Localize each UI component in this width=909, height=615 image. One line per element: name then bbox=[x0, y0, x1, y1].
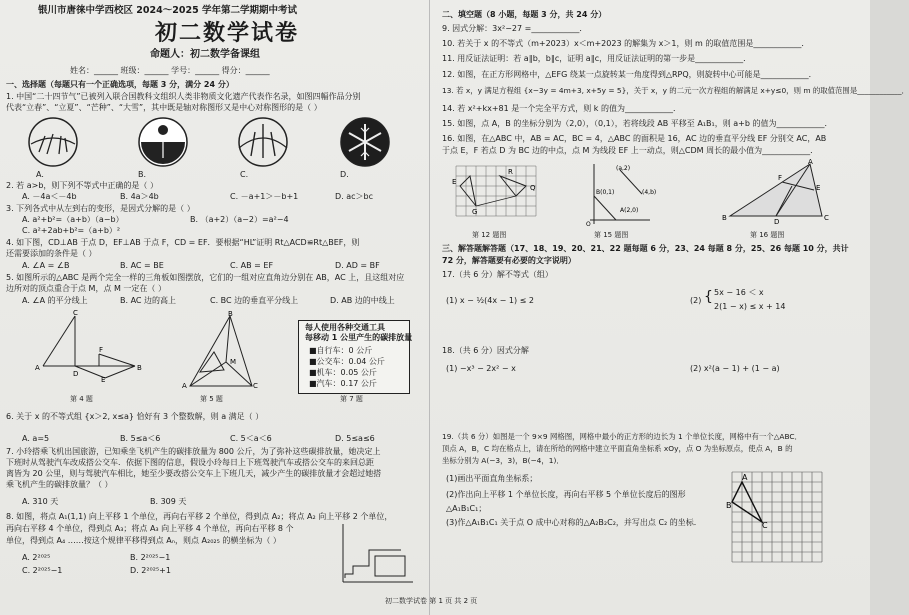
q7-line4: 乘飞机产生的碳排放量？（ ） bbox=[6, 480, 113, 489]
q3-option-b: B. （a+2）（a−2）=a²−4 bbox=[190, 215, 289, 224]
q6-option-d: D. 5≤a≤6 bbox=[335, 434, 375, 443]
q12-figure-label: 第 12 题图 bbox=[472, 231, 507, 239]
svg-text:A: A bbox=[182, 382, 187, 390]
q8-option-a: A. 2²⁰²⁵ bbox=[22, 553, 51, 562]
q5-option-a: A. ∠A 的平分线上 bbox=[22, 296, 88, 305]
q10-text: 10. 若关于 x 的不等式（m+2023）x＜m+2023 的解集为 x＞1，则 m 的取值范围是____________． bbox=[442, 39, 810, 48]
q4-line2: 还需要添加的条件是（ ） bbox=[6, 249, 97, 258]
q5-line2: 边所对的顶点重合于点 M，点 M 一定在（ ） bbox=[6, 284, 166, 293]
q2-option-b: B. 4a＞4b bbox=[120, 192, 159, 201]
q18-part2: (2) x²(a − 1) + (1 − a) bbox=[690, 364, 780, 373]
q6-stem: 6. 关于 x 的不等式组 {x＞2, x≤a} 恰好有 3 个整数解，则 a 满足（ ） bbox=[6, 412, 264, 421]
q4-option-a: A. ∠A = ∠B bbox=[22, 261, 70, 270]
lichun-seal bbox=[29, 118, 77, 166]
q2-option-c: C. －a+1＞－b+1 bbox=[230, 192, 299, 201]
svg-text:G: G bbox=[472, 208, 478, 216]
svg-text:A: A bbox=[742, 473, 748, 482]
q11-text: 11. 用反证法证明：若 a∥b，b∥c，证明 a∥c，用反证法证明的第一步是____________． bbox=[442, 54, 752, 63]
q7-row-car: ■汽车：0.17 公斤 bbox=[309, 379, 377, 388]
q19-part1: (1)画出平面直角坐标系； bbox=[446, 474, 538, 483]
svg-text:D: D bbox=[774, 218, 780, 226]
svg-text:B: B bbox=[137, 364, 142, 372]
q17-brace-icon: { bbox=[704, 289, 713, 305]
q5-option-c: C. BC 边的垂直平分线上 bbox=[210, 296, 299, 305]
svg-text:C: C bbox=[762, 521, 768, 530]
q4-figure bbox=[35, 310, 145, 382]
svg-text:F: F bbox=[99, 346, 104, 354]
q17-part2-ineq1: 5x − 16 ＜ x bbox=[714, 288, 764, 297]
q7-line1: 7. 小玲搭乘飞机出国旅游，已知乘坐飞机产生的碳排放量为 800 公斤，为了弥补这些碳排放量，她决定上 bbox=[6, 447, 381, 456]
q15-figure-label: 第 15 题图 bbox=[594, 231, 629, 239]
svg-text:A: A bbox=[808, 158, 813, 166]
svg-text:C: C bbox=[73, 309, 78, 317]
q5-option-d: D. AB 边的中线上 bbox=[330, 296, 395, 305]
page-left-column bbox=[0, 0, 428, 615]
q3-stem: 3. 下列各式中从左到右的变形，是因式分解的是（ ） bbox=[6, 204, 195, 213]
q8-line3: 单位，得到点 A₄ ……按这个规律平移得到点 Aₙ，则点 A₂₀₂₅ 的横坐标为（ ） bbox=[6, 536, 281, 545]
q17-stem: 17.（共 6 分）解不等式（组） bbox=[442, 270, 553, 279]
q9-text: 9. 因式分解：3x²−27 =____________． bbox=[442, 24, 588, 33]
mangzhong-seal bbox=[239, 118, 287, 166]
q19-grid-figure bbox=[728, 468, 824, 578]
q5-figure-label: 第 5 题 bbox=[200, 395, 223, 403]
svg-text:A(2,0): A(2,0) bbox=[620, 207, 639, 214]
section3-heading-line1: 三、解答题解答题（17、18、19、20、21、22 题每题 6 分，23、24 每题 8 分，25、26 每题 10 分，共计 bbox=[442, 244, 849, 253]
q4-line1: 4. 如下图，CD⊥AB 于点 D，EF⊥AB 于点 F，CD = EF．要根据“HL”证明 Rt△ACD≌Rt△BEF，则 bbox=[6, 238, 360, 247]
q1-solar-term-images bbox=[25, 114, 415, 172]
author-line: 命题人：初二数学备课组 bbox=[150, 49, 260, 60]
school-header: 银川市唐徕中学西校区 2024～2025 学年第二学期期中考试 bbox=[38, 5, 297, 16]
q14-text: 14. 若 x²+kx+81 是一个完全平方式，则 k 的值为____________． bbox=[442, 104, 681, 113]
q12-text: 12. 如图，在正方形网格中，△EFG 绕某一点旋转某一角度得到△RPQ，则旋转中心可能是____________． bbox=[442, 70, 817, 79]
q7-table-title-1: 每人使用各种交通工具 bbox=[305, 323, 385, 332]
q8-option-c: C. 2²⁰²⁵−1 bbox=[22, 566, 63, 575]
q16-triangle-figure bbox=[722, 160, 832, 226]
q16-figure-label: 第 16 题图 bbox=[750, 231, 785, 239]
page-right-column bbox=[432, 0, 909, 615]
q1-option-a: A. bbox=[36, 170, 44, 179]
svg-text:B(0,1): B(0,1) bbox=[596, 189, 615, 196]
q7-line2: 下班时从驾驶汽车改成搭公交车．依据下图的信息，假设小玲每日上下班驾驶汽车或搭公交车的来回总距 bbox=[6, 458, 374, 467]
q15-coordinate-figure bbox=[580, 162, 657, 228]
q6-option-c: C. 5＜a＜6 bbox=[230, 434, 272, 443]
q12-grid-figure bbox=[452, 162, 542, 226]
q19-line3: 坐标分别为 A(−3，3)，B(−4，1)． bbox=[442, 456, 564, 465]
page-divider bbox=[429, 0, 430, 615]
section1-heading: 一、选择题（每题只有一个正确选项，每题 3 分，满分 24 分） bbox=[6, 80, 234, 89]
q2-option-d: D. ac＞bc bbox=[335, 192, 374, 201]
q1-option-b: B. bbox=[138, 170, 147, 179]
q4-option-b: B. AC = BE bbox=[120, 261, 164, 270]
q7-option-a: A. 310 天 bbox=[22, 497, 59, 506]
page-footer: 初二数学试卷 第 1 页 共 2 页 bbox=[385, 597, 478, 605]
q7-line3: 离皆为 20 公里，则与驾驶汽车相比，她至少要改搭公交车上下班几天，减少产生的碳排放量才会超过她搭 bbox=[6, 469, 382, 478]
svg-text:E: E bbox=[101, 376, 106, 384]
q3-option-a: A. a²+b²=（a+b）（a−b） bbox=[22, 215, 124, 224]
svg-text:A: A bbox=[35, 364, 40, 372]
q4-figure-label: 第 4 题 bbox=[70, 395, 93, 403]
svg-text:B: B bbox=[726, 501, 732, 510]
q18-part1: (1) −x³ − 2x² − x bbox=[446, 364, 516, 373]
q5-line1: 5. 如图所示的△ABC 是两个完全一样的三角板如图摆放，它们的一组对应直角边分别在 AB，AC 上，且这组对应 bbox=[6, 273, 405, 282]
q5-option-b: B. AC 边的高上 bbox=[120, 296, 177, 305]
q1-option-d: D. bbox=[340, 170, 349, 179]
svg-text:C: C bbox=[824, 214, 829, 222]
q19-part3: (3)作△A₁B₁C₁ 关于点 O 成中心对称的△A₂B₂C₂，并写出点 C₂ 的坐标． bbox=[446, 518, 702, 527]
section2-heading: 二、填空题（8 小题，每题 3 分，共 24 分） bbox=[442, 10, 607, 19]
svg-text:B: B bbox=[228, 310, 233, 318]
svg-text:(a,2): (a,2) bbox=[616, 165, 631, 172]
svg-text:E: E bbox=[452, 178, 457, 186]
q15-text: 15. 如图，点 A，B 的坐标分别为（2,0），（0,1），若将线段 AB 平移至 A₁B₁，则 a+b 的值为____________． bbox=[442, 119, 833, 128]
q18-stem: 18.（共 6 分）因式分解 bbox=[442, 346, 529, 355]
q8-line2: 再向右平移 4 个单位，得到点 A₃；将点 A₃ 向上平移 4 个单位，再向右平移 8 个 bbox=[6, 524, 294, 533]
svg-text:Q: Q bbox=[530, 184, 536, 192]
section3-heading-line2: 72 分，解答题要有必要的文字说明） bbox=[442, 256, 576, 265]
svg-text:D: D bbox=[73, 370, 79, 378]
svg-text:F: F bbox=[778, 174, 783, 182]
q8-option-d: D. 2²⁰²⁵+1 bbox=[130, 566, 171, 575]
student-info-line: 姓名：______ 班级：______ 学号：______ 得分：______ bbox=[70, 66, 270, 75]
q19-line2: 顶点 A，B，C 均在格点上，请在所给的网格中建立平面直角坐标系 xOy，点 O 为坐标原点，使点 A，B 的 bbox=[442, 444, 793, 453]
q16-line1: 16. 如图，在△ABC 中，AB = AC，BC = 4，△ABC 的面积是 16，AC 边的垂直平分线 EF 分别交 AC，AB bbox=[442, 134, 827, 143]
q7-figure-label: 第 7 题 bbox=[340, 395, 363, 403]
q8-line1: 8. 如图，将点 A₁(1,1) 向上平移 1 个单位，再向右平移 2 个单位，得到点 A₂；将点 A₂ 向上平移 2 个单位， bbox=[6, 512, 393, 521]
q7-row-motorcycle: ■机车：0.05 公斤 bbox=[309, 368, 377, 377]
daxue-seal bbox=[341, 118, 389, 166]
q6-option-b: B. 5≤a＜6 bbox=[120, 434, 161, 443]
q1-option-c: C. bbox=[240, 170, 249, 179]
q7-option-b: B. 309 天 bbox=[150, 497, 187, 506]
q8-step-figure bbox=[335, 520, 415, 586]
q17-part1: (1) x − ½(4x − 1) ≤ 2 bbox=[446, 296, 534, 305]
svg-text:(4,b): (4,b) bbox=[642, 189, 657, 196]
q2-stem: 2. 若 a>b，则下列不等式中正确的是（ ） bbox=[6, 181, 158, 190]
q2-option-a: A. －4a＜－4b bbox=[22, 192, 77, 201]
q8-option-b: B. 2²⁰²⁵−1 bbox=[130, 553, 171, 562]
q1-line2: 代表“立春”、“立夏”、“芒种”、“大雪”，其中既是轴对称图形又是中心对称图形的是（ ） bbox=[6, 103, 322, 112]
svg-text:E: E bbox=[816, 184, 821, 192]
q5-figure bbox=[180, 312, 260, 390]
q19-part2: (2)作出向上平移 1 个单位长度，再向右平移 5 个单位长度后的图形 bbox=[446, 490, 686, 499]
svg-text:C: C bbox=[253, 382, 258, 390]
q16-line2: 于点 E，F 若点 D 为 BC 边的中点，点 M 为线段 EF 上一动点，则△CDM 周长的最小值为____________． bbox=[442, 146, 819, 155]
svg-text:R: R bbox=[508, 168, 513, 176]
q19-line1: 19.（共 6 分）如图是一个 9×9 网格图，网格中最小的正方形的边长为 1 个单位长度，网格中有一个△ABC． bbox=[442, 432, 802, 441]
q7-table-title-2: 每移动 1 公里产生的碳排放量 bbox=[305, 333, 413, 342]
q17-part2-ineq2: 2(1 − x) ≤ x + 14 bbox=[714, 302, 786, 311]
q13-text: 13. 若 x，y 满足方程组 {x−3y = 4m+3, x+5y = 5}，关于 x，y 的二元一次方程组的解满足 x+y≤0，则 m 的取值范围是____________． bbox=[442, 86, 909, 95]
lixia-seal bbox=[139, 118, 187, 166]
q4-option-c: C. AB = EF bbox=[230, 261, 274, 270]
exam-title: 初二数学试卷 bbox=[155, 20, 300, 46]
q19-part2-continued: △A₁B₁C₁； bbox=[446, 504, 487, 513]
q17-part2-label: (2) bbox=[690, 296, 702, 305]
svg-text:M: M bbox=[230, 358, 237, 366]
q7-row-bicycle: ■自行车：0 公斤 bbox=[309, 346, 373, 355]
q7-row-bus: ■公交车：0.04 公斤 bbox=[309, 357, 385, 366]
svg-text:B: B bbox=[722, 214, 727, 222]
q1-line1: 1. 中国“二十四节气”已被列入联合国教科文组织人类非物质文化遗产代表作名录，如图四幅作品分别 bbox=[6, 92, 361, 101]
q7-carbon-table bbox=[298, 320, 413, 394]
q3-option-c: C. a²+2ab+b²=（a+b）² bbox=[22, 226, 121, 235]
svg-text:O: O bbox=[586, 221, 591, 228]
q6-option-a: A. a=5 bbox=[22, 434, 50, 443]
q4-option-d: D. AD = BF bbox=[335, 261, 380, 270]
